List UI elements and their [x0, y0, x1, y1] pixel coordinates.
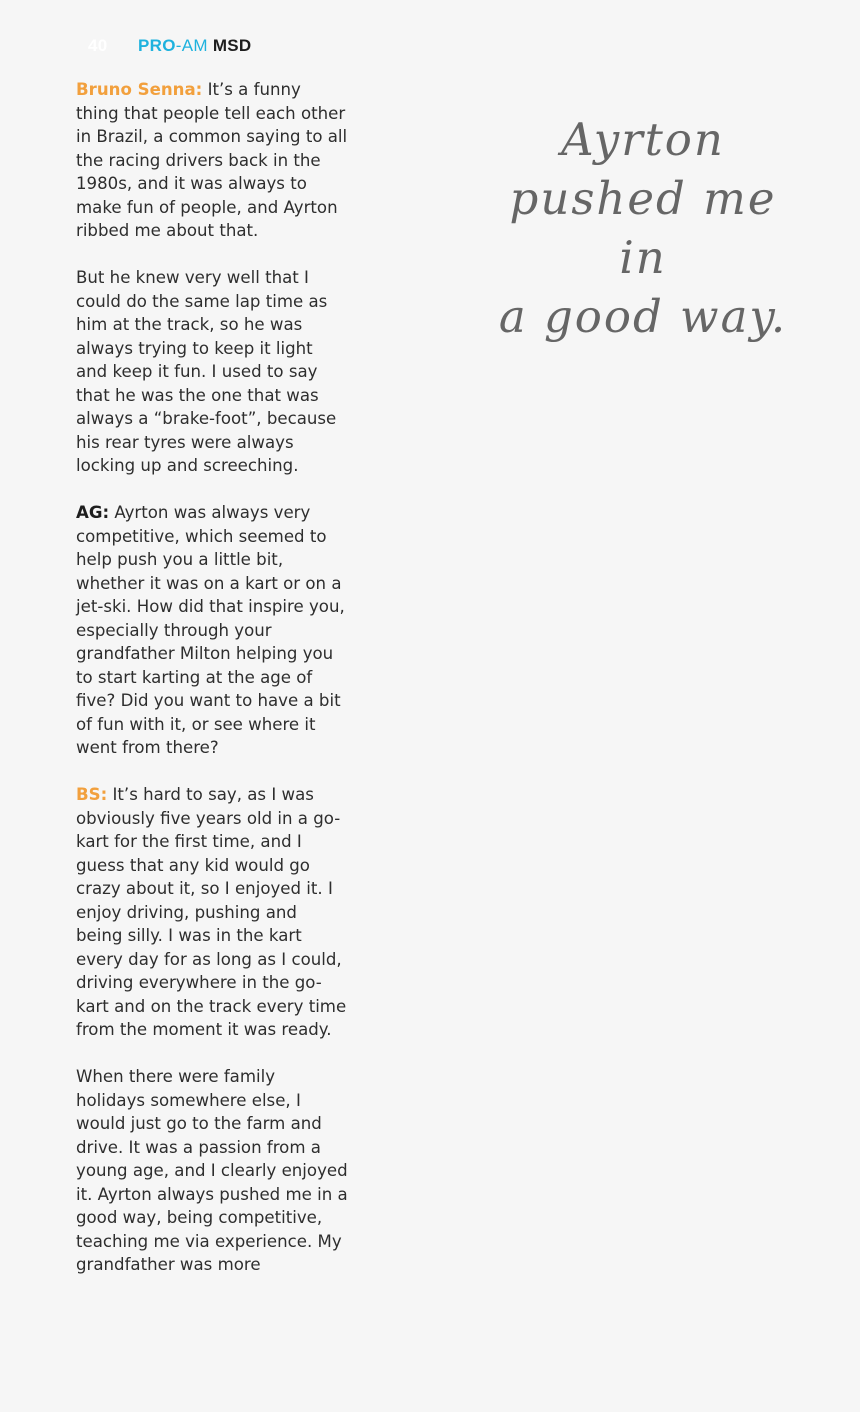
paragraph-text: It’s hard to say, as I was obviously five years old in a go-kart for the first time, and I guess that any kid would go crazy about it, so I enjoyed it. I enjoy driving, pushing and being silly. I was in the kart every day for as long as I could, driving everywhere in the go-kart and on the track every time from the moment it was ready.	[76, 785, 347, 1039]
article-paragraph	[76, 266, 348, 478]
paragraph-text: When there were family holidays somewhere else, I would just go to the farm and drive. It was a passion from a young age, and I clearly enjoyed it. Ayrton always pushed me in a good way, being competitive, teaching me via experience. My grandfather was more	[76, 1067, 348, 1274]
brand-dash: -	[175, 36, 182, 55]
pull-quote-line: pushed me in	[509, 172, 777, 284]
speaker-label: AG:	[76, 503, 110, 522]
article-paragraph	[76, 783, 348, 1042]
page-header	[88, 36, 252, 56]
brand-msd: MSD	[212, 36, 252, 55]
speaker-label: BS:	[76, 785, 108, 804]
pull-quote-line: a good way.	[498, 290, 788, 343]
pull-quote-line: Ayrton	[561, 113, 725, 166]
article-column	[76, 78, 348, 1300]
article-paragraph	[76, 78, 348, 243]
page-number: 40	[88, 36, 108, 55]
paragraph-text: Ayrton was always very competitive, which seemed to help push you a little bit, whether it was on a kart or on a jet-ski. How did that inspire you, especially through your grandfather Milton helping you to start karting at the age of five? Did you want to have a bit of fun with it, or see where it went from there?	[76, 503, 345, 757]
speaker-label: Bruno Senna:	[76, 80, 203, 99]
brand-am: AM	[181, 36, 208, 55]
article-paragraph	[76, 501, 348, 760]
pull-quote	[484, 110, 802, 346]
paragraph-text: It’s a funny thing that people tell each other in Brazil, a common saying to all the racing drivers back in the 1980s, and it was always to make fun of people, and Ayrton ribbed me about that.	[76, 80, 348, 240]
brand-pro: PRO	[138, 36, 176, 55]
paragraph-text: But he knew very well that I could do the same lap time as him at the track, so he was always trying to keep it light and keep it fun. I used to say that he was the one that was always a “brake-foot”, because his rear tyres were always locking up and screeching.	[76, 268, 337, 475]
article-paragraph	[76, 1065, 348, 1277]
